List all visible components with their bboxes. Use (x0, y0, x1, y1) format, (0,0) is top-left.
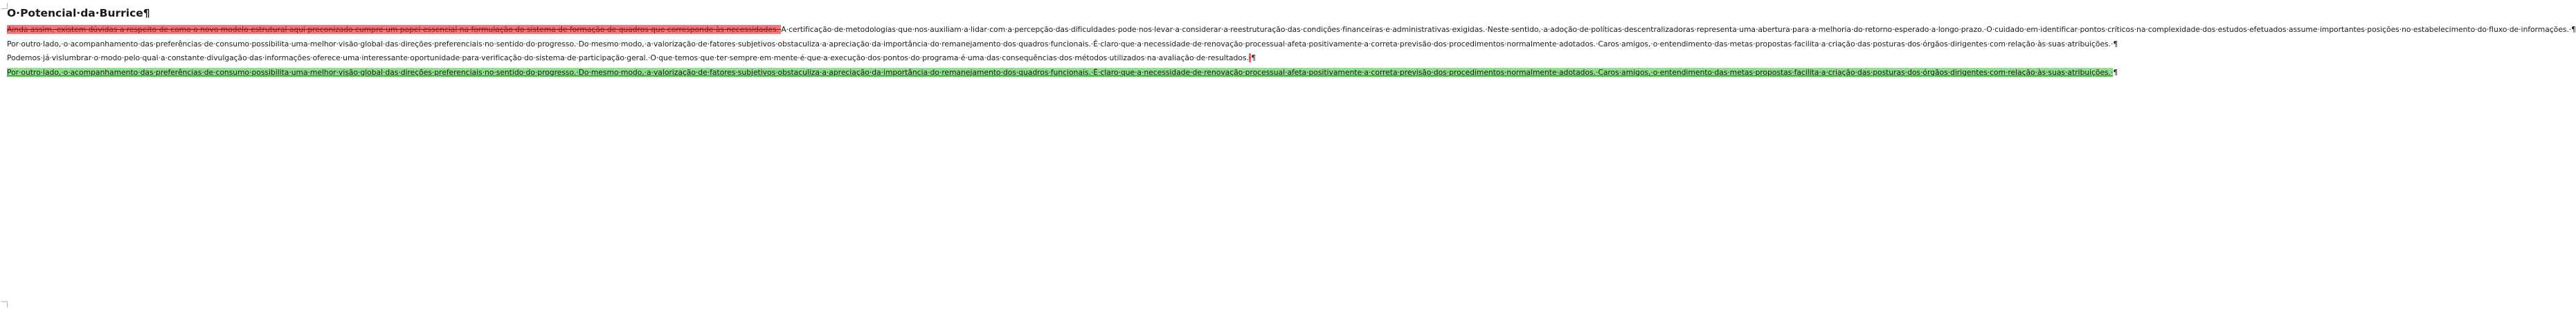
tracked-insertion-text[interactable]: Por·outro·lado,·o·acompanhamento·das·preferências·de·consumo·possibilita·uma·melhor·visão·global·das·direções·preferenciais·no·sentido·do·progresso.·Do·mesmo·modo,·a·valorização·de·fatores·subjetivos·obstaculiza·a·apreciação·da·importância·do·remanejamento·dos·quadros·funcionais.·É·claro·que·a·necessidade·de·renovação·processual·afeta·positivamente·a·correta·previsão·dos·procedimentos·normalmente·adotados.·Caros·amigos,·o·entendimento·das·metas·propostas·facilita·a·criação·das·posturas·dos·órgãos·dirigentes·com·relação·às·suas·atribuições.· (7, 67, 2114, 77)
change-marker[interactable]: · (1248, 53, 1252, 63)
page-corner-mark-bottom-left (1, 301, 8, 308)
paragraph-3-text[interactable]: Podemos·já·vislumbrar·o·modo·pelo·qual·a·constante·divulgação·das·informações·oferece·uma·interessante·oportunidade·para·verificação·do·sistema·de·participação·geral.·O·que·temos·que·ter·sempre·em·mente·é·que·a·execução·dos·pontos·do·programa·é·uma·das·consequências·dos·métodos·utilizados·na·avaliação·de·resultados. (7, 53, 1249, 63)
paragraph-1-tracked-deletion[interactable] (7, 25, 2576, 35)
paragraph-4-tracked-insertion[interactable] (7, 67, 2118, 78)
paragraph-3[interactable] (7, 53, 1257, 64)
tracked-deletion-text[interactable]: Ainda·assim,·existem·dúvidas·a·respeito·de·como·o·novo·modelo·estrutural·aqui·preconizado·cumpre·um·papel·essencial·na·formulação·do·sistema·de·formação·de·quadros·que·corresponde·às·necessidades.· (7, 25, 782, 34)
paragraph-2-text[interactable]: Por·outro·lado,·o·acompanhamento·das·preferências·de·consumo·possibilita·uma·melhor·visão·global·das·direções·preferenciais·no·sentido·do·progresso.·Do·mesmo·modo,·a·valorização·de·fatores·subjetivos·obstaculiza·a·apreciação·da·importância·do·remanejamento·dos·quadros·funcionais.·É·claro·que·a·necessidade·de·renovação·processual·afeta·positivamente·a·correta·previsão·dos·procedimentos·normalmente·adotados.·Caros·amigos,·o·entendimento·das·metas·propostas·facilita·a·criação·das·posturas·dos·órgãos·dirigentes·com·relação·às·suas·atribuições.·¶ (7, 39, 2118, 48)
document-heading[interactable]: O·Potencial·da·Burrice¶ (7, 7, 150, 19)
paragraph-mark: ¶ (2113, 67, 2118, 77)
paragraph-2[interactable] (7, 39, 2118, 50)
paragraph-mark: ¶ (1251, 53, 1257, 63)
paragraph-1-text[interactable]: A·certificação·de·metodologias·que·nos·auxiliam·a·lidar·com·a·percepção·das·dificuldades·pode·nos·levar·a·considerar·a·reestruturação·das·condições·financeiras·e·administrativas·exigidas.·Neste·sentido,·a·adoção·de·políticas·descentralizadoras·representa·uma·abertura·para·a·melhoria·do·retorno·esperado·a·longo·prazo.·O·cuidado·em·identificar·pontos·críticos·na·complexidade·dos·estudos·efetuados·assume·importantes·posições·no·estabelecimento·do·fluxo·de·informações.·¶ (781, 25, 2576, 34)
document-body[interactable] (7, 6, 2576, 82)
